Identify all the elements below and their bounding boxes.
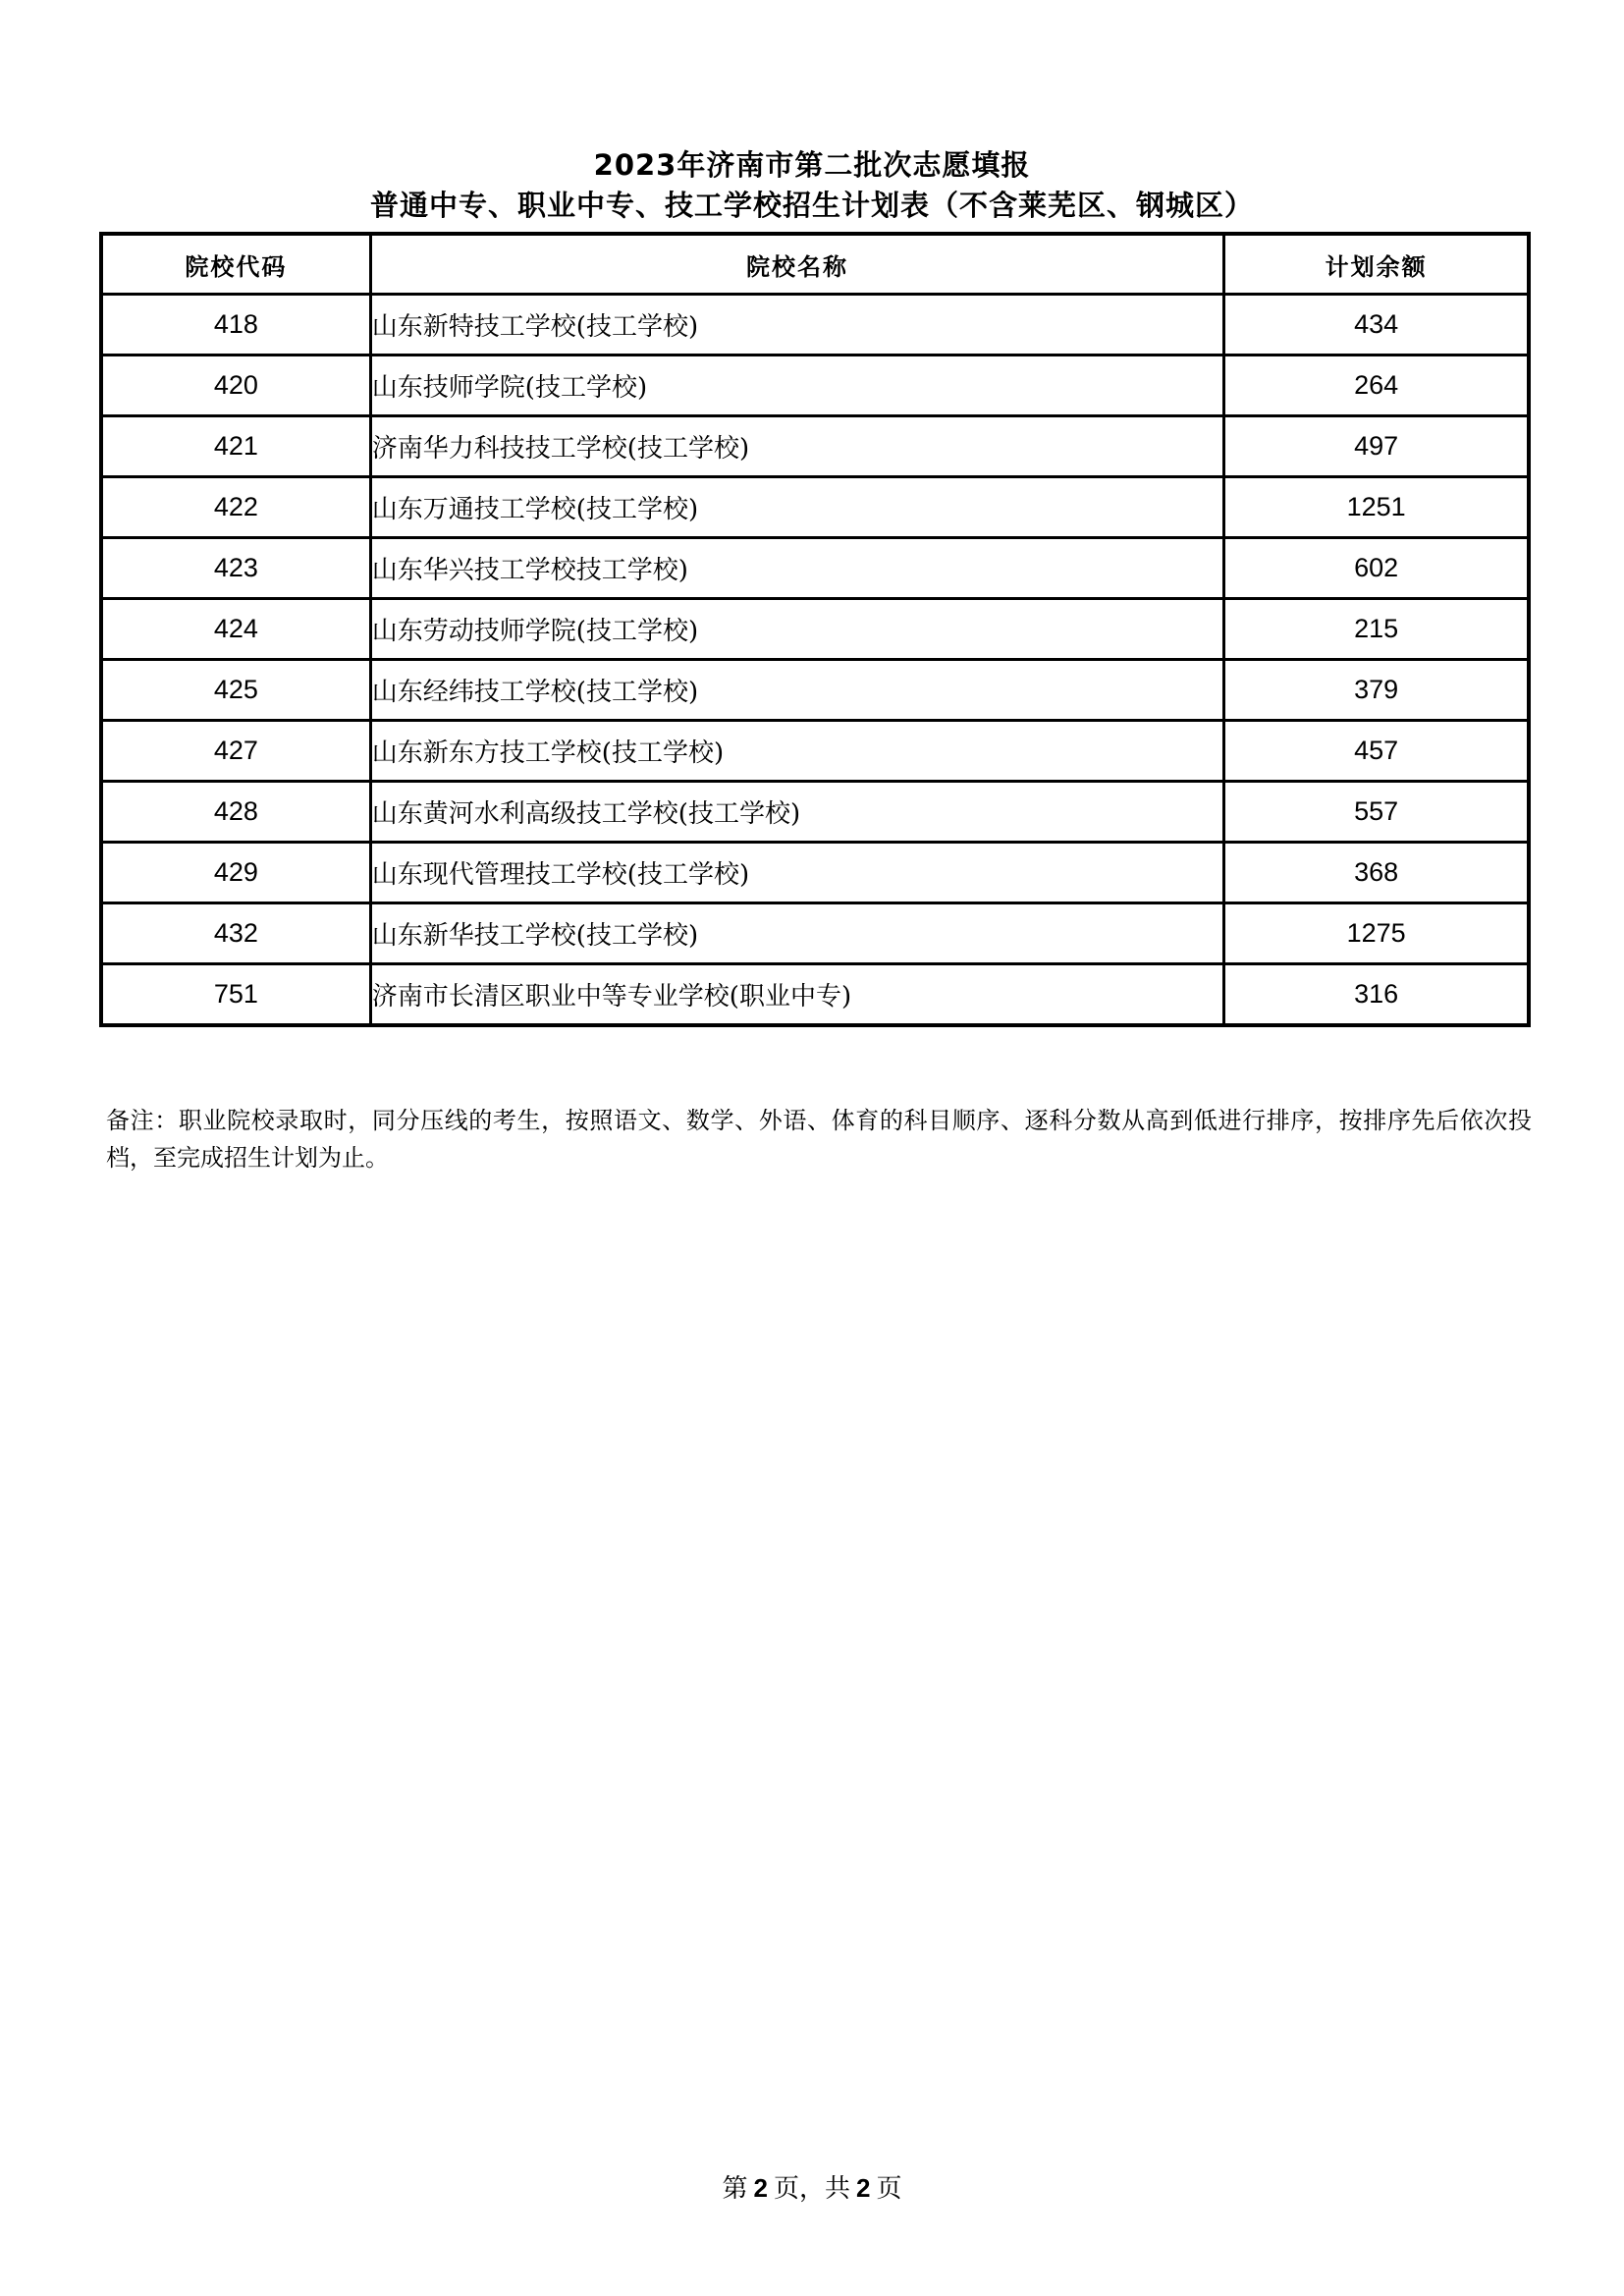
school-name: 山东技师学院(技工学校) [370, 355, 1223, 416]
remaining-quota: 264 [1224, 355, 1529, 416]
footer-suffix: 页 [876, 2174, 902, 2204]
remaining-quota: 497 [1224, 416, 1529, 477]
school-code: 432 [101, 903, 370, 964]
current-page-number: 2 [753, 2173, 768, 2203]
remaining-quota: 557 [1224, 782, 1529, 843]
document-title [0, 145, 1624, 226]
school-code: 751 [101, 964, 370, 1026]
school-code: 428 [101, 782, 370, 843]
table-row [101, 660, 1529, 721]
school-name: 山东新东方技工学校(技工学校) [370, 721, 1223, 782]
remaining-quota: 434 [1224, 295, 1529, 355]
school-code: 420 [101, 355, 370, 416]
table-row [101, 903, 1529, 964]
remarks-note: 备注：职业院校录取时，同分压线的考生，按照语文、数学、外语、体育的科目顺序、逐科分数从高到低进行排序，按排序先后依次投档，至完成招生计划为止。 [106, 1107, 1532, 1172]
header-school-name: 院校名称 [370, 234, 1223, 295]
total-pages-number: 2 [856, 2173, 871, 2203]
remaining-quota: 215 [1224, 599, 1529, 660]
school-name: 山东新华技工学校(技工学校) [370, 903, 1223, 964]
remaining-quota: 1251 [1224, 477, 1529, 538]
header-remaining-quota: 计划余额 [1224, 234, 1529, 295]
table-row [101, 599, 1529, 660]
school-name: 济南华力科技技工学校(技工学校) [370, 416, 1223, 477]
school-name: 山东黄河水利高级技工学校(技工学校) [370, 782, 1223, 843]
table-row [101, 964, 1529, 1026]
table-row [101, 721, 1529, 782]
table-header-row [101, 234, 1529, 295]
title-line-1: 2023年济南市第二批次志愿填报 [593, 148, 1031, 182]
remaining-quota: 457 [1224, 721, 1529, 782]
school-code: 423 [101, 538, 370, 599]
table-row [101, 843, 1529, 903]
school-name: 济南市长清区职业中等专业学校(职业中专) [370, 964, 1223, 1026]
footer-prefix: 第 [722, 2174, 748, 2204]
table-row [101, 355, 1529, 416]
remaining-quota: 316 [1224, 964, 1529, 1026]
table-row [101, 295, 1529, 355]
school-code: 422 [101, 477, 370, 538]
school-code: 427 [101, 721, 370, 782]
school-name: 山东劳动技师学院(技工学校) [370, 599, 1223, 660]
footer-middle: 页，共 [773, 2174, 850, 2204]
header-school-code: 院校代码 [101, 234, 370, 295]
table-row [101, 416, 1529, 477]
title-line-2: 普通中专、职业中专、技工学校招生计划表（不含莱芜区、钢城区） [369, 189, 1254, 222]
school-code: 425 [101, 660, 370, 721]
table-row [101, 782, 1529, 843]
school-name: 山东新特技工学校(技工学校) [370, 295, 1223, 355]
page-footer [0, 2168, 1624, 2205]
school-code: 421 [101, 416, 370, 477]
table-row [101, 477, 1529, 538]
school-code: 429 [101, 843, 370, 903]
school-name: 山东万通技工学校(技工学校) [370, 477, 1223, 538]
remaining-quota: 602 [1224, 538, 1529, 599]
remaining-quota: 1275 [1224, 903, 1529, 964]
enrollment-plan-table [99, 232, 1531, 1027]
table-row [101, 538, 1529, 599]
school-code: 418 [101, 295, 370, 355]
school-name: 山东经纬技工学校(技工学校) [370, 660, 1223, 721]
school-code: 424 [101, 599, 370, 660]
school-name: 山东华兴技工学校技工学校) [370, 538, 1223, 599]
remaining-quota: 368 [1224, 843, 1529, 903]
school-name: 山东现代管理技工学校(技工学校) [370, 843, 1223, 903]
remaining-quota: 379 [1224, 660, 1529, 721]
